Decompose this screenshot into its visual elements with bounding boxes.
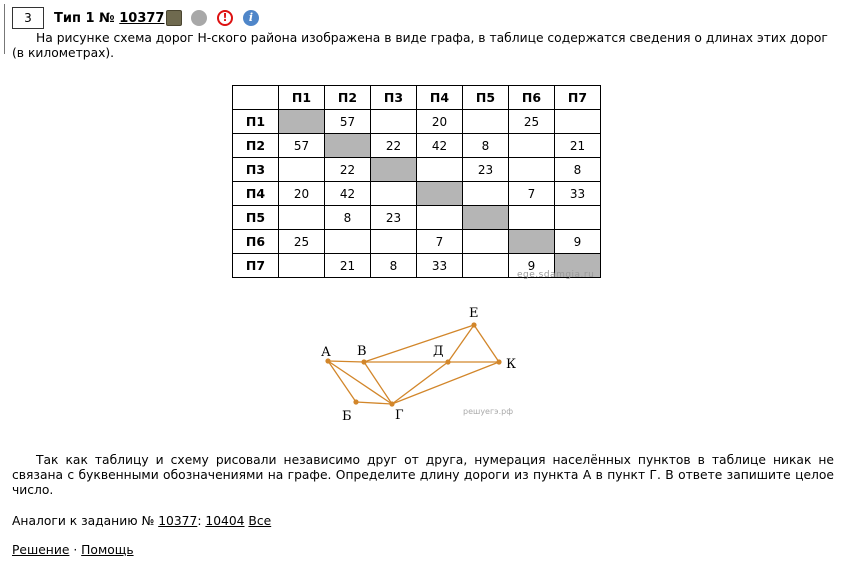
distance-cell: 33	[555, 182, 601, 206]
distance-cell	[509, 206, 555, 230]
distance-cell: 57	[279, 134, 325, 158]
status-circle-icon[interactable]	[191, 10, 207, 26]
diagonal-cell	[463, 206, 509, 230]
road-graph	[300, 300, 540, 430]
distance-cell	[555, 206, 601, 230]
distance-cell	[279, 158, 325, 182]
column-header: П1	[279, 86, 325, 110]
distance-cell: 25	[509, 110, 555, 134]
analog-link-1[interactable]: 10377	[158, 514, 198, 528]
distance-cell: 22	[371, 134, 417, 158]
distance-cell: 57	[325, 110, 371, 134]
graph-edge	[328, 361, 392, 404]
graph-node	[445, 359, 450, 364]
table-row	[233, 230, 601, 254]
distance-cell: 23	[371, 206, 417, 230]
distance-cell: 8	[555, 158, 601, 182]
row-header: П4	[233, 182, 279, 206]
distance-cell	[279, 254, 325, 278]
graph-node-label: К	[506, 357, 517, 372]
task-number-box: 3	[12, 7, 44, 29]
distance-cell: 22	[325, 158, 371, 182]
diagonal-cell	[509, 230, 555, 254]
graph-watermark: решуегэ.рф	[463, 407, 514, 416]
graph-edge	[392, 362, 448, 404]
report-error-icon[interactable]: !	[217, 10, 233, 26]
graph-node	[361, 359, 366, 364]
distance-cell	[509, 134, 555, 158]
column-header: П7	[555, 86, 601, 110]
task-header	[54, 9, 164, 29]
distance-cell	[279, 206, 325, 230]
column-header: П4	[417, 86, 463, 110]
row-header: П7	[233, 254, 279, 278]
distance-table	[232, 85, 601, 278]
task-type-label: Тип 1 №	[54, 11, 115, 26]
distance-cell: 7	[509, 182, 555, 206]
distance-cell	[371, 110, 417, 134]
distance-cell: 20	[279, 182, 325, 206]
table-corner	[233, 86, 279, 110]
links-separator: ·	[73, 543, 78, 557]
graph-edge	[356, 402, 392, 404]
analog-link-2[interactable]: 10404	[205, 514, 245, 528]
distance-cell	[417, 206, 463, 230]
distance-cell: 8	[371, 254, 417, 278]
distance-cell: 8	[463, 134, 509, 158]
table-row	[233, 182, 601, 206]
distance-cell	[463, 230, 509, 254]
intro-paragraph: На рисунке схема дорог Н-ского района изображена в виде графа, в таблице содержатся сведения о длинах этих дорог (в километрах).	[12, 31, 828, 60]
row-header: П1	[233, 110, 279, 134]
table-watermark: ege.sdamgia.ru	[517, 270, 595, 280]
column-header: П2	[325, 86, 371, 110]
analog-link-all[interactable]: Все	[248, 514, 272, 528]
table-row	[233, 110, 601, 134]
column-header: П6	[509, 86, 555, 110]
distance-cell: 42	[325, 182, 371, 206]
row-header: П3	[233, 158, 279, 182]
distance-cell: 42	[417, 134, 463, 158]
help-link[interactable]: Помощь	[81, 543, 134, 557]
distance-cell: 33	[417, 254, 463, 278]
archive-icon[interactable]	[166, 10, 182, 26]
row-header: П2	[233, 134, 279, 158]
distance-cell: 9	[555, 230, 601, 254]
task-id-link[interactable]: 10377	[119, 11, 165, 26]
graph-node	[496, 359, 501, 364]
graph-edge	[328, 361, 356, 402]
diagonal-cell	[417, 182, 463, 206]
left-rule	[4, 4, 5, 54]
distance-cell: 20	[417, 110, 463, 134]
graph-node-label: В	[357, 344, 367, 359]
row-header: П6	[233, 230, 279, 254]
distance-cell	[555, 110, 601, 134]
bottom-links	[12, 543, 134, 557]
graph-node	[471, 322, 476, 327]
analogs-label: Аналоги к заданию №	[12, 514, 155, 528]
graph-edge	[392, 362, 499, 404]
question-paragraph: Так как таблицу и схему рисовали независимо друг от друга, нумерация населённых пунктов в таблице никак не связана с буквенными обозначениями на графе. Определите длину дороги из пункта А в пункт Г. В ответе запишите целое число.	[12, 453, 834, 497]
distance-cell	[371, 230, 417, 254]
column-header: П5	[463, 86, 509, 110]
distance-cell: 21	[555, 134, 601, 158]
distance-cell: 8	[325, 206, 371, 230]
column-header: П3	[371, 86, 417, 110]
graph-node-label: Г	[395, 408, 404, 423]
distance-cell	[371, 182, 417, 206]
distance-cell	[463, 182, 509, 206]
graph-node-label: Е	[469, 306, 479, 321]
distance-cell: 25	[279, 230, 325, 254]
graph-node	[353, 399, 358, 404]
row-header: П5	[233, 206, 279, 230]
solution-link[interactable]: Решение	[12, 543, 70, 557]
graph-node-label: Д	[433, 344, 444, 359]
table-row	[233, 134, 601, 158]
distance-cell	[325, 230, 371, 254]
graph-node-label: А	[321, 345, 331, 360]
diagonal-cell	[279, 110, 325, 134]
graph-node-label: Б	[342, 409, 352, 424]
info-icon[interactable]: i	[243, 10, 259, 26]
graph-edge	[364, 325, 474, 362]
diagonal-cell	[371, 158, 417, 182]
distance-cell: 23	[463, 158, 509, 182]
table-row	[233, 158, 601, 182]
analogs-line: Аналоги к заданию № 10377: 10404 Все	[12, 514, 272, 528]
distance-cell: 9	[509, 254, 555, 278]
graph-edge	[364, 362, 392, 404]
distance-cell	[417, 158, 463, 182]
table-row	[233, 206, 601, 230]
distance-cell	[509, 158, 555, 182]
distance-cell	[463, 254, 509, 278]
graph-edge	[448, 325, 474, 362]
graph-edge	[474, 325, 499, 362]
distance-cell: 21	[325, 254, 371, 278]
graph-edge	[328, 361, 364, 362]
diagonal-cell	[325, 134, 371, 158]
graph-node	[389, 401, 394, 406]
distance-cell	[463, 110, 509, 134]
distance-cell: 7	[417, 230, 463, 254]
